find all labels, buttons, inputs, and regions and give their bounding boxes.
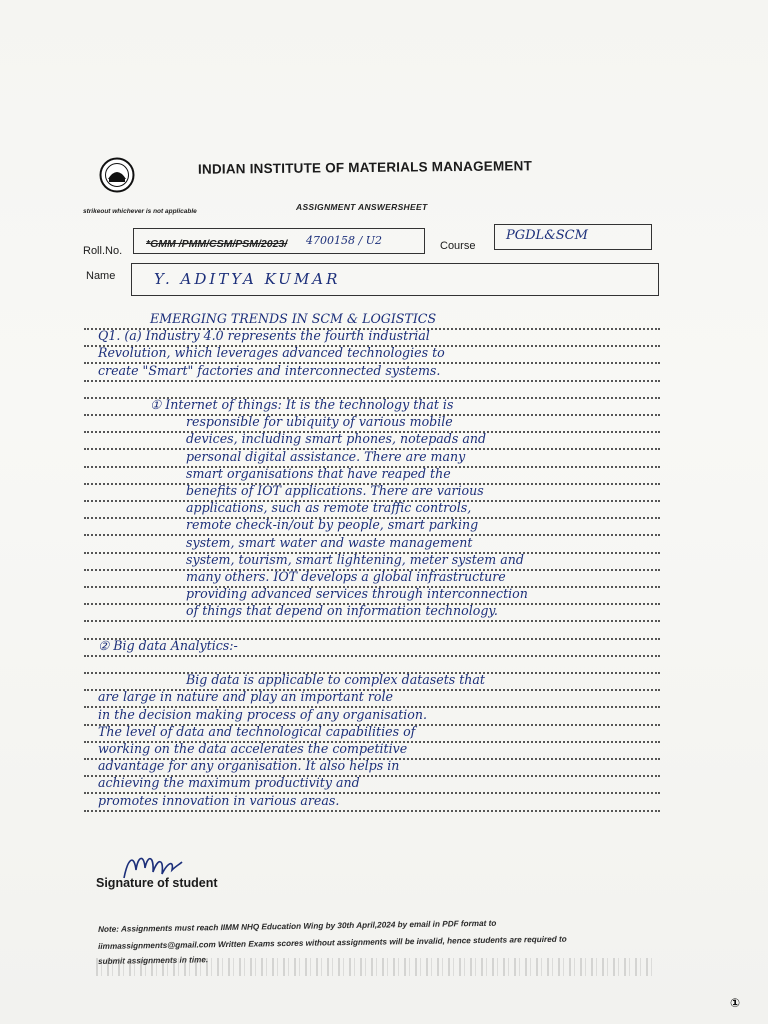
answer-line-text: achieving the maximum productivity and xyxy=(98,775,360,791)
answer-line-text: The level of data and technological capabilities of xyxy=(98,723,416,739)
answer-line-text: system, smart water and waste management xyxy=(186,534,473,550)
answer-line-text: in the decision making process of any organisation. xyxy=(98,706,427,722)
answer-line-text: promotes innovation in various areas. xyxy=(98,792,340,808)
ruled-line xyxy=(84,655,660,657)
institute-title: INDIAN INSTITUTE OF MATERIALS MANAGEMENT xyxy=(197,158,533,177)
ruled-line xyxy=(84,810,660,812)
answer-line-text: create "Smart" factories and interconnected systems. xyxy=(98,362,441,378)
answer-line-text: personal digital assistance. There are many xyxy=(186,448,466,464)
answer-line-text: ① Internet of things: It is the technology that is xyxy=(150,397,454,412)
ruled-line xyxy=(84,380,660,382)
answer-line-text: advantage for any organisation. It also helps in xyxy=(98,758,400,774)
answer-line-text: ② Big data Analytics:- xyxy=(98,637,238,653)
answersheet-title: ASSIGNMENT ANSWERSHEET xyxy=(296,202,428,212)
answer-line-text: benefits of IOT applications. There are various xyxy=(186,483,484,498)
roll-no-printed: *GMM /PMM/CSM/PSM/2023/ xyxy=(146,238,288,250)
answer-line-text: responsible for ubiquity of various mobile xyxy=(186,414,453,430)
answer-line-text: Q1. (a) Industry 4.0 represents the fourth industrial xyxy=(98,328,430,344)
answer-line-text: Revolution, which leverages advanced technologies to xyxy=(98,345,445,361)
name-value: Y. ADITYA KUMAR xyxy=(154,270,341,288)
scan-noise xyxy=(96,958,656,976)
answer-line-text: EMERGING TRENDS IN SCM & LOGISTICS xyxy=(150,311,437,326)
answer-line-text: many others. IOT develops a global infrastructure xyxy=(186,569,506,584)
note-line-1: Note: Assignments must reach IIMM NHQ Education Wing by 30th April,2024 by email in PDF format to xyxy=(98,918,497,934)
page-number: ① xyxy=(730,996,741,1010)
answer-line-text: devices, including smart phones, notepads and xyxy=(186,431,486,447)
signature-label: Signature of student xyxy=(96,876,218,890)
answer-line-text: are large in nature and play an important role xyxy=(98,689,393,705)
answer-line-text: remote check-in/out by people, smart parking xyxy=(186,517,479,533)
name-label: Name xyxy=(86,270,116,282)
answer-line-text: system, tourism, smart lightening, meter system and xyxy=(186,551,524,567)
answer-line-text: of things that depend on information technology. xyxy=(186,603,498,619)
iimm-logo-icon xyxy=(99,157,135,193)
course-label: Course xyxy=(440,240,476,252)
answer-line-text: working on the data accelerates the competitive xyxy=(98,741,408,756)
roll-no-label: Roll.No. xyxy=(83,245,123,257)
roll-no-handwritten: 4700158 / U2 xyxy=(306,234,382,247)
answer-line-text: smart organisations that have reaped the xyxy=(186,465,451,481)
course-value: PGDL&SCM xyxy=(506,228,588,243)
strikeout-note: strikeout whichever is not applicable xyxy=(83,208,197,215)
note-line-3: submit assignments in time. xyxy=(98,955,209,966)
ruled-line xyxy=(84,620,660,622)
answer-line-text: providing advanced services through interconnection xyxy=(186,586,528,602)
note-line-2: iimmassignments@gmail.com Written Exams scores without assignments will be invalid, hence students are required to xyxy=(98,934,567,951)
answer-line-text: Big data is applicable to complex datasets that xyxy=(186,672,485,688)
answer-line-text: applications, such as remote traffic controls, xyxy=(186,500,472,516)
